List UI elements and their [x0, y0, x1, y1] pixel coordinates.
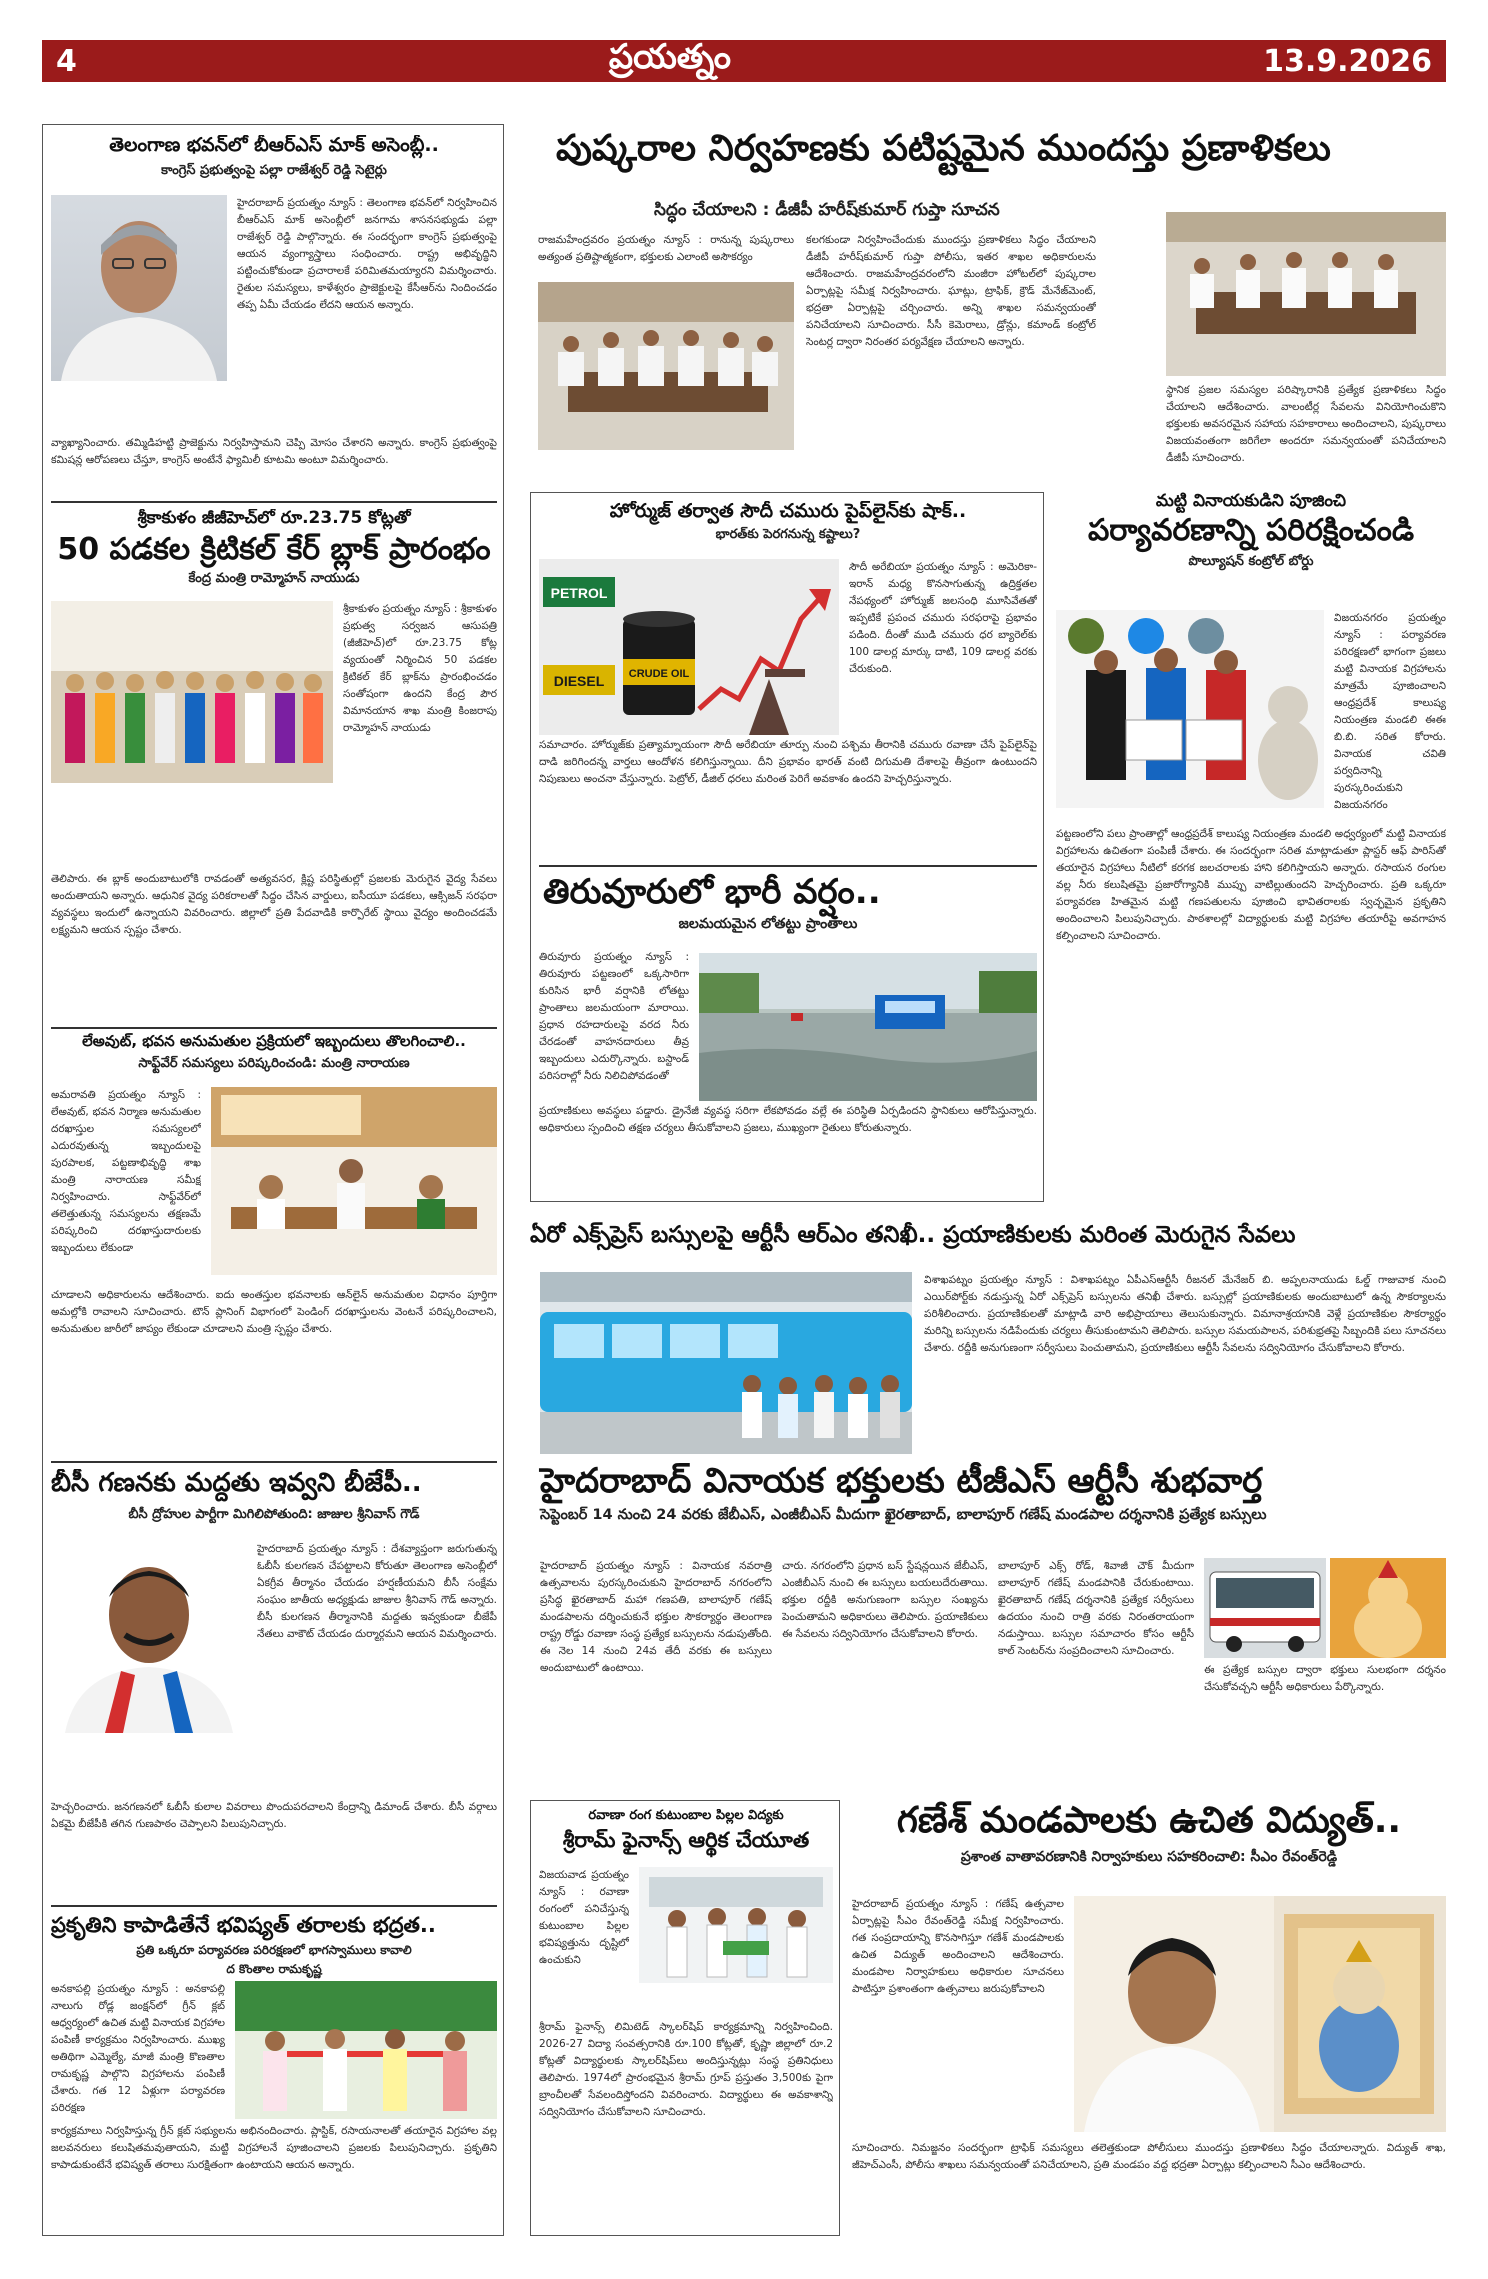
body-col-2: చారు. నగరంలోని ప్రధాన బస్ స్టేషన్లయిన జేబీఎస్, ఎంజీబీఎస్ నుంచి ఈ బస్సులు బయలుదేరుతాయి. భక్తుల రద్దీకి అనుగుణంగా బస్సుల సంఖ్యను పెంచుతామని అధికారులు తెలిపారు. ప్రయాణికులు ఈ సేవలను సద్వినియోగం చేసుకోవాలని కోరారు.: [782, 1560, 988, 1640]
body-text: తిరువూరు ప్రయత్నం న్యూస్ : తిరువూరు పట్టణంలో ఒక్కసారిగా కురిసిన భారీ వర్షానికి లోతట్టు ప్రాంతాలు జలమయంగా మారాయి. ప్రధాన రహదారులపై వరద నీరు చేరడంతో వాహనదారులు తీవ్ర ఇబ్బందులు ఎదుర్కొన్నారు. బస్టాండ్ పరిసరాల్లో నీరు నిలిచిపోవడంతో: [539, 951, 689, 1082]
cm-review-photo: [1074, 1896, 1446, 2132]
flood-photo: [699, 953, 1037, 1101]
headline: తెలంగాణ భవన్‌లో బీఆర్ఎస్ మాక్ అసెంబ్లీ..: [109, 135, 439, 156]
masthead: [42, 37, 1446, 82]
flooded-street-photo-icon: [699, 953, 1037, 1101]
bus-photo-icon: [540, 1272, 912, 1454]
body-col-1: రాజమహేంద్రవరం ప్రయత్నం న్యూస్ : రానున్న పుష్కరాలు అత్యంత ప్రతిష్టాత్మకంగా, భక్తులకు ఎలాంటి అసౌకర్యం: [538, 234, 794, 263]
headline: గణేశ్ మండపాలకు ఉచిత విద్యుత్..: [896, 1800, 1402, 1841]
event-photo: [51, 601, 333, 783]
subheadline: ప్రశాంత వాతావరణానికి నిర్వాహకులు సహకరించాలి: సీఎం రేవంత్‌రెడ్డి: [960, 1849, 1338, 1866]
article-matti-vinayaka: [1056, 492, 1446, 1202]
middle-column: [530, 492, 1044, 1202]
article-telangana: [51, 135, 497, 493]
article-sriram-finance: [539, 1809, 833, 2229]
portrait-photo: [51, 1541, 247, 1733]
oil-price-graphic: [539, 559, 839, 735]
body-text-continued: కార్యక్రమాలు నిర్వహిస్తున్న గ్రీన్ క్లబ్ సభ్యులను అభినందించారు. ప్లాస్టిక్, రసాయనాలతో తయారైన విగ్రహాల వల్ల జలవనరులు కలుషితమవుతాయని, మట్టి విగ్రహాలనే పూజించాలని ప్రజలకు పిలుపునిచ్చారు. ప్రకృతిని కాపాడుకుంటేనే భవిష్యత్ తరాలు సురక్షితంగా ఉంటాయని ఆయన అన్నారు.: [51, 2125, 497, 2171]
body-text-continued: ప్రయాణికులు అవస్థలు పడ్డారు. డ్రైనేజీ వ్యవస్థ సరిగా లేకపోవడం వల్లే ఈ పరిస్థితి ఏర్పడిందని స్థానికులు ఆరోపిస్తున్నారు. అధికారులు స్పందించి తక్షణ చర్యలు తీసుకోవాలని ప్రజలు, ముఖ్యంగా రైతులు కోరుతున్నారు.: [539, 1105, 1037, 1134]
event-photo: [235, 1981, 497, 2119]
body-text-continued: సమాచారం. హోర్ముజ్‌కు ప్రత్యామ్నాయంగా సౌదీ అరేబియా తూర్పు నుంచి పశ్చిమ తీరానికి చమురు రవాణా చేసే పైప్‌లైన్‌పై దాడి జరిగిందన్న వార్తలు ఆందోళన కలిగిస్తున్నాయి. దీని ప్రభావం భారత్ వంటి దిగుమతి దేశాలపై తీవ్రంగా ఉంటుందని నిపుణులు అంచనా వేస్తున్నారు. పెట్రోల్, డీజిల్ ధరలు మరింత పెరిగే అవకాశం ఉందని హెచ్చరిస్తున్నారు.: [539, 739, 1037, 785]
body-text-continued: సూచించారు. నిమజ్జనం సందర్భంగా ట్రాఫిక్ సమస్యలు తలెత్తకుండా పోలీసులు ముందస్తు ప్రణాళికలు సిద్ధం చేయాలన్నారు. విద్యుత్ శాఖ, జీహెచ్ఎంసీ, పోలీసు శాఖలు సమన్వయంతో పనిచేయాలని, ప్రతి మండపం వద్ద భద్రతా ఏర్పాట్లు కల్పించాలని సీఎం ఆదేశించారు.: [852, 2142, 1446, 2171]
clay-idol-photo-icon: [1056, 610, 1324, 808]
crude-oil-label: CRUDE OIL: [628, 668, 690, 680]
headline: హోర్ముజ్ తర్వాత సౌదీ చమురు పైప్‌లైన్‌కు షాక్..: [609, 501, 967, 522]
body-text-continued: శ్రీరామ్ ఫైనాన్స్ లిమిటెడ్ స్కాలర్‌షిప్ కార్యక్రమాన్ని నిర్వహించింది. 2026-27 విద్యా సంవత్సరానికి రూ.100 కోట్లతో, కృష్ణా జిల్లాలో రూ.2 కోట్లతో విద్యార్థులకు స్కాలర్‌షిప్‌లు అందిస్తున్నట్లు సంస్థ ప్రతినిధులు తెలిపారు. 1974లో ప్రారంభమైన శ్రీరామ్ గ్రూప్ ప్రస్తుతం 3,500కు పైగా బ్రాంచీలతో సేవలందిస్తోందని వివరించారు. విద్యార్థులు ఈ అవకాశాన్ని సద్వినియోగం చేసుకోవాలని సూచించారు.: [539, 2021, 833, 2118]
body-text-continued: చూడాలని అధికారులను ఆదేశించారు. ఐదు అంతస్తుల భవనాలకు ఆన్‌లైన్ అనుమతుల విధానం పూర్తిగా అమల్లోకి రావాలని సూచించారు. టౌన్ ప్లానింగ్ విభాగంలో పెండింగ్ దరఖాస్తులను వెంటనే పరిష్కరించాలని, అనుమతుల జారీలో జాప్యం లేకుండా చూడాలని మంత్రి స్పష్టం చేశారు.: [51, 1289, 497, 1335]
body-text-continued: తెలిపారు. ఈ బ్లాక్ అందుబాటులోకి రావడంతో అత్యవసర, క్లిష్ట పరిస్థితుల్లో ప్రజలకు మెరుగైన వైద్య సేవలు అందుతాయని అన్నారు. ఆధునిక వైద్య పరికరాలతో సిద్ధం చేసిన వార్డులు, ఐసీయూ పడకలు, ఆక్సిజన్ సరఫరా వ్యవస్థలు ఇందులో ఉన్నాయని వివరించారు. జిల్లాలో ప్రతి పేదవాడికి కార్పొరేట్ స్థాయి వైద్యం అందించడమే లక్ష్యమని ఆయన స్పష్టం చేశారు.: [51, 873, 497, 936]
left-column: [42, 124, 504, 2236]
subheadline: పొల్యూషన్ కంట్రోల్ బోర్డు: [1188, 554, 1314, 570]
ganesh-idol-icon: [1330, 1558, 1446, 1658]
article-layout-approvals: [51, 1033, 497, 1453]
headline: బీసీ గణనకు మద్దతు ఇవ్వని బీజేపీ..: [51, 1469, 422, 1498]
headline: హైదరాబాద్ వినాయక భక్తులకు టీజీఎస్ ఆర్టీసీ శుభవార్త: [540, 1462, 1263, 1501]
headline: ఏరో ఎక్స్‌ప్రెస్ బస్సులపై ఆర్టీసీ ఆర్ఎం తనిఖీ.. ప్రయాణికులకు మరింత మెరుగైన సేవలు: [530, 1222, 1296, 1248]
headline: శ్రీరామ్ ఫైనాన్స్ ఆర్థిక చేయూత: [562, 1827, 810, 1852]
article-apsrtc-aero: [530, 1222, 1446, 1454]
body-text-continued: హెచ్చరించారు. జనగణనలో ఓబీసీ కులాల వివరాలు పొందుపరచాలని కేంద్రాన్ని డిమాండ్ చేశారు. బీసీ వర్గాలు ఏకమై బీజేపీకి తగిన గుణపాఠం చెప్పాలని పిలుపునిచ్చారు.: [51, 1801, 497, 1830]
body-col-1: హైదరాబాద్ ప్రయత్నం న్యూస్ : వినాయక నవరాత్రి ఉత్సవాలను పురస్కరించుకుని హైదరాబాద్ నగరంలోని ప్రసిద్ధ ఖైరతాబాద్ మహా గణపతి, బాలాపూర్ గణేష్ మండపాలను దర్శించుకునే భక్తుల సౌకర్యార్థం తెలంగాణ రాష్ట్ర రోడ్డు రవాణా సంస్థ ప్రత్యేక బస్సులను నడుపుతోంది. ఈ నెల 14 నుంచి 24వ తేదీ వరకు ఈ బస్సులు అందుబాటులో ఉంటాయి.: [540, 1560, 772, 1674]
body-text: సౌదీ అరేబియా ప్రయత్నం న్యూస్ : అమెరికా-ఇరాన్ మధ్య కొనసాగుతున్న ఉద్రిక్తతల నేపథ్యంలో హోర్ముజ్ జలసంధి మూసివేతతో ఇప్పటికే ప్రపంచ చమురు సరఫరాపై ప్రభావం పడింది. దీంతో ముడి చమురు ధర బ్యారెల్‌కు 100 డాలర్ల మార్కు దాటి, 109 డాలర్ల వరకు చేరుకుంది.: [849, 561, 1037, 675]
article-bc-census: [51, 1469, 497, 1897]
body-text-continued: వ్యాఖ్యానించారు. తమ్మిడిహట్టి ప్రాజెక్టును నిర్వహిస్తామని చెప్పి మోసం చేశారని అన్నారు. కాంగ్రెస్ ప్రభుత్వంపై కమిషన్ల ఆరోపణలు చేస్తూ, కాంగ్రెస్ అంటేనే ఫ్యామిలీ కూటమి అంటూ విమర్శించారు.: [51, 437, 497, 466]
subheadline: ప్రతి ఒక్కరూ పర్యావరణ పరిరక్షణలో భాగస్వాములు కావాలి: [136, 1943, 412, 1958]
person-icon: [51, 195, 227, 381]
body-text: హైదరాబాద్ ప్రయత్నం న్యూస్ : గణేష్ ఉత్సవాల ఏర్పాట్లపై సీఎం రేవంత్‌రెడ్డి సమీక్ష నిర్వహించారు. గత సంప్రదాయాన్ని కొనసాగిస్తూ గణేశ్ మండపాలకు ఉచిత విద్యుత్ అందించాలని ఆదేశించారు. మండపాల నిర్వాహకులు అధికారుల సూచనలు పాటిస్తూ ప్రశాంతంగా ఉత్సవాలు జరుపుకోవాలని: [852, 1898, 1064, 1995]
headline: తిరువూరులో భారీ వర్షం..: [543, 873, 881, 912]
body-text: అమరావతి ప్రయత్నం న్యూస్ : లేఅవుట్, భవన నిర్మాణ అనుమతుల దరఖాస్తుల సమస్యలలో ఎదురవుతున్న ఇబ్బందులపై పురపాలక, పట్టణాభివృద్ధి శాఖ మంత్రి నారాయణ సమీక్ష నిర్వహించారు. సాఫ్ట్‌వేర్‌లో తలెత్తుతున్న సమస్యలను తక్షణమే పరిష్కరించి దరఖాస్తుదారులకు ఇబ్బందులు లేకుండా: [51, 1089, 201, 1254]
group-photo-icon: [51, 601, 333, 783]
subheadline: సిద్ధం చేయాలని : డీజీపీ హరీష్‌కుమార్ గుప్తా సూచన: [654, 200, 1000, 220]
body-col-2: కలగకుండా నిర్వహించేందుకు ముందస్తు ప్రణాళికలు సిద్ధం చేయాలని డీజీపీ హరీష్‌కుమార్ గుప్తా పోలీసు, ఇతర శాఖల అధికారులను ఆదేశించారు. రాజమహేంద్రవరంలోని మంజీరా హోటల్‌లో పుష్కరాల ఏర్పాట్లపై సమీక్ష నిర్వహించారు. ఘాట్లు, ట్రాఫిక్, క్రౌడ్ మేనేజ్‌మెంట్, భద్రతా ఏర్పాట్లపై చర్చించారు. అన్ని శాఖల సమన్వయంతో పనిచేయాలని సూచించారు. సీసీ కెమెరాలు, డ్రోన్లు, కమాండ్ కంట్రోల్ సెంటర్ల ద్వారా నిరంతర పర్యవేక్షణ చేయాలని అన్నారు.: [806, 234, 1096, 348]
scholarship-photo: [639, 1867, 833, 1983]
ganesh-idol-photo: [1330, 1558, 1446, 1658]
page-number: 4: [56, 43, 77, 79]
article-tiruvuru: [539, 873, 1037, 1195]
petrol-label: PETROL: [550, 585, 608, 601]
kicker: మట్టి వినాయకుడిని పూజించి: [1155, 492, 1347, 511]
bus-inspection-photo: [540, 1272, 912, 1454]
subheadline: జలమయమైన లోతట్టు ప్రాంతాలు: [678, 916, 858, 933]
ribbon-cutting-photo-icon: [235, 1981, 497, 2119]
headline: పుష్కరాల నిర్వహణకు పటిష్టమైన ముందస్తు ప్రణాళికలు: [556, 128, 1331, 169]
subheadline: కాంగ్రెస్ ప్రభుత్వంపై పల్లా రాజేశ్వర్ రెడ్డి సెటైర్లు: [161, 162, 387, 178]
meeting-photo: [211, 1087, 497, 1275]
article-sriram-finance-box: [530, 1800, 840, 2236]
body-text: శ్రీకాకుళం ప్రయత్నం న్యూస్ : శ్రీకాకుళం ప్రభుత్వ సర్వజన ఆసుపత్రి (జీజీహెచ్)లో రూ.23.75 కోట్ల వ్యయంతో నిర్మించిన 50 పడకల క్రిటికల్ కేర్ బ్లాక్‌ను ప్రారంభించడం సంతోషంగా ఉందని కేంద్ర పౌర విమానయాన శాఖ మంత్రి కింజరాపు రామ్మోహన్ నాయుడు: [343, 603, 497, 734]
article-pushkaralu: [530, 128, 1446, 482]
meeting-photo-icon: [538, 282, 794, 450]
article-ganesh-power: [852, 1800, 1446, 2236]
diesel-label: DIESEL: [553, 673, 605, 689]
headline: 50 పడకల క్రిటికల్ కేర్ బ్లాక్ ప్రారంభం: [57, 531, 491, 567]
headline: లేఅవుట్, భవన అనుమతుల ప్రక్రియలో ఇబ్బందులు తొలగించాలి..: [82, 1033, 466, 1050]
subheadline: భారత్‌కు పెరగనున్న కష్టాలు?: [715, 526, 861, 542]
bus-photo-icon: [1204, 1558, 1326, 1658]
byline: ద కొంతాల రామకృష్ణ: [226, 1962, 322, 1977]
body-text: విజయవాడ ప్రయత్నం న్యూస్ : రవాణా రంగంలో పనిచేస్తున్న కుటుంబాల పిల్లల భవిష్యత్తును దృష్టిలో ఉంచుకుని: [539, 1869, 629, 1966]
kicker: రవాణా రంగ కుటుంబాల పిల్లల విద్యకు: [588, 1809, 784, 1823]
cm-meeting-photo-icon: [1074, 1896, 1446, 2132]
body-col-3: బాలాపూర్ ఎక్స్ రోడ్, శివాజీ చౌక్ మీదుగా బాలాపూర్ గణేష్ మండపానికి చేరుకుంటాయి. ఖైరతాబాద్ గణేష్ దర్శనానికి ప్రత్యేక సర్వీసులు ఉదయం నుంచి రాత్రి వరకు నిరంతరాయంగా నడుస్తాయి. బస్సుల సమాచారం కోసం ఆర్టీసీ కాల్ సెంటర్‌ను సంప్రదించాలని సూచించారు.: [998, 1560, 1194, 1657]
body-text: విశాఖపట్నం ప్రయత్నం న్యూస్ : విశాఖపట్నం ఏపీఎస్ఆర్టీసీ రీజనల్ మేనేజర్ బి. అప్పలనాయుడు ఓల్డ్ గాజువాక నుంచి ఎయిర్‌పోర్ట్‌కు నడుస్తున్న ఏరో ఎక్స్‌ప్రెస్ బస్సులను తనిఖీ చేశారు. బస్సుల్లో ప్రయాణికులకు అందుబాటులో ఉన్న సౌకర్యాలను పరిశీలించారు. ప్రయాణికులతో మాట్లాడి వారి అభిప్రాయాలు తెలుసుకున్నారు. విమానాశ్రయానికి వెళ్లే ప్రయాణికుల సౌకర్యార్థం మరిన్ని బస్సులను నడిపేందుకు చర్యలు తీసుకుంటామని తెలిపారు. బస్సుల సమయపాలన, పరిశుభ్రతపై సిబ్బందికి పలు సూచనలు చేశారు. రద్దీకి అనుగుణంగా సర్వీసులు పెంచుతామని, ప్రయాణికులు ఆర్టీసీ సేవలను సద్వినియోగం చేసుకోవాలని కోరారు.: [924, 1274, 1446, 1354]
oil-price-chart-icon: [539, 559, 839, 735]
paper-name: ప్రయత్నం: [608, 37, 732, 77]
subheadline: సెప్టెంబర్ 14 నుంచి 24 వరకు జేబీఎస్, ఎంజీబీఎస్ మీదుగా ఖైరతాబాద్, బాలాపూర్ గణేష్ మండపాల దర్శనానికి ప్రత్యేక బస్సులు: [540, 1507, 1267, 1524]
body-text: అనకాపల్లి ప్రయత్నం న్యూస్ : అనకాపల్లి నాలుగు రోడ్ల జంక్షన్‌లో గ్రీన్ క్లబ్ ఆధ్వర్యంలో ఉచిత మట్టి వినాయక విగ్రహాల పంపిణీ కార్యక్రమం నిర్వహించారు. ముఖ్య అతిథిగా ఎమ్మెల్యే, మాజీ మంత్రి కొణతాల రామకృష్ణ పాల్గొని విగ్రహాలను పంపిణీ చేశారు. గత 12 ఏళ్లుగా పర్యావరణ పరిరక్షణ: [51, 1983, 225, 2114]
subheadline: సాఫ్ట్‌వేర్ సమస్యలు పరిష్కరించండి: మంత్రి నారాయణ: [138, 1056, 410, 1072]
person-icon: [51, 1541, 247, 1733]
body-text: విజయనగరం ప్రయత్నం న్యూస్ : పర్యావరణ పరిరక్షణలో భాగంగా ప్రజలు మట్టి వినాయక విగ్రహాలను మాత్రమే పూజించాలని ఆంధ్రప్రదేశ్ కాలుష్య నియంత్రణ మండలి ఈఈ బి.బి. సరిత కోరారు. వినాయక చవితి పర్వదినాన్ని పురస్కరించుకుని విజయనగరం: [1334, 612, 1446, 811]
meeting-photo-icon: [1166, 212, 1446, 376]
subheadline: కేంద్ర మంత్రి రామ్మోహన్ నాయుడు: [188, 571, 360, 587]
kicker: శ్రీకాకుళం జీజీహెచ్‌లో రూ.23.75 కోట్లతో: [137, 509, 411, 528]
body-col-4: ఈ ప్రత్యేక బస్సుల ద్వారా భక్తులు సులభంగా దర్శనం చేసుకోవచ్చని ఆర్టీసీ అధికారులు పేర్కొన్నారు.: [1204, 1664, 1446, 1693]
headline: పర్యావరణాన్ని పరిరక్షించండి: [1087, 512, 1415, 548]
body-text: హైదరాబాద్ ప్రయత్నం న్యూస్ : దేశవ్యాప్తంగా జరుగుతున్న ఓబీసీ కులగణన చేపట్టాలని కోరుతూ తెలంగాణ అసెంబ్లీలో ఏకగ్రీవ తీర్మానం చేయడం హర్షణీయమని బీసీ సంక్షేమ సంఘం జాతీయ అధ్యక్షుడు జాజుల శ్రీనివాస్ గౌడ్ అన్నారు. బీసీ కులగణన తీర్మానానికి మద్దతు ఇవ్వకుండా బీజేపీ నేతలు వాకౌట్ చేయడం దుర్మార్గమని ఆయన విమర్శించారు.: [257, 1543, 497, 1640]
review-meeting-photo-1: [538, 282, 794, 450]
issue-date: 13.9.2026: [1263, 43, 1432, 79]
body-col-3: స్థానిక ప్రజల సమస్యల పరిష్కారానికి ప్రత్యేక ప్రణాళికలు సిద్ధం చేయాలని ఆదేశించారు. వాలంటీర్ల సేవలను వినియోగించుకొని భక్తులకు అవసరమైన సహాయ సహకారాలు అందించాలని, పుష్కరాలు విజయవంతంగా జరిగేలా అందరూ సమన్వయంతో పనిచేయాలని డీజీపీ సూచించారు.: [1166, 384, 1446, 464]
article-hormuz: [539, 501, 1037, 859]
tgsrtc-bus-photo: [1204, 1558, 1326, 1658]
headline: ప్రకృతిని కాపాడితేనే భవిష్యత్ తరాలకు భద్రత..: [51, 1913, 436, 1937]
article-tgsrtc: [530, 1462, 1446, 1790]
body-text-continued: పట్టణంలోని పలు ప్రాంతాల్లో ఆంధ్రప్రదేశ్ కాలుష్య నియంత్రణ మండలి అధ్వర్యంలో మట్టి వినాయక విగ్రహాలను ఉచితంగా పంపిణీ చేశారు. ఈ సందర్భంగా సరిత మాట్లాడుతూ ప్లాస్టర్ ఆఫ్ పారిస్‌తో తయారైన విగ్రహాలు నీటిలో కరగక జలచరాలకు హాని కలిగిస్తాయని అన్నారు. రసాయన రంగుల వల్ల నీరు కలుషితమై ప్రజారోగ్యానికి ముప్పు వాటిల్లుతుందని హెచ్చరించారు. ప్రతి ఒక్కరూ పర్యావరణ హితమైన మట్టి గణపతులను పూజించి భావితరాలకు స్వచ్ఛమైన ప్రకృతిని అందించాలని పిలుపునిచ్చారు. పాఠశాలల్లో విద్యార్థులకు మట్టి విగ్రహాల తయారీపై అవగాహన కల్పించాలని సూచించారు.: [1056, 828, 1446, 942]
meeting-photo-icon: [211, 1087, 497, 1275]
subheadline: బీసీ ద్రోహుల పార్టీగా మిగిలిపోతుంది: జాజుల శ్రీనివాస్ గౌడ్: [128, 1506, 420, 1522]
review-meeting-photo-2: [1166, 212, 1446, 376]
scholarship-photo-icon: [639, 1867, 833, 1983]
article-srikakulam: [51, 509, 497, 1021]
article-nature: [51, 1913, 497, 2231]
portrait-photo: [51, 195, 227, 381]
idol-distribution-photo: [1056, 610, 1324, 808]
body-text: హైదరాబాద్ ప్రయత్నం న్యూస్ : తెలంగాణ భవన్‌లో నిర్వహించిన బీఆర్ఎస్ మాక్ అసెంబ్లీలో జనగామ శాసనసభ్యుడు పల్లా రాజేశ్వర్ రెడ్డి పాల్గొన్నారు. ఈ సందర్భంగా కాంగ్రెస్ ప్రభుత్వంపై ఆయన వ్యంగ్యాస్త్రాలు సంధించారు. రాష్ట్ర అభివృద్ధిని పట్టించుకోకుండా ప్రచారాలకే పరిమితమయ్యారని విమర్శించారు. రైతుల సమస్యలు, కాళేశ్వరం ప్రాజెక్టులపై కేసీఆర్‌ను నిందించడం తప్ప ఏమీ చేయడం లేదని ఆయన అన్నారు.: [237, 197, 497, 311]
